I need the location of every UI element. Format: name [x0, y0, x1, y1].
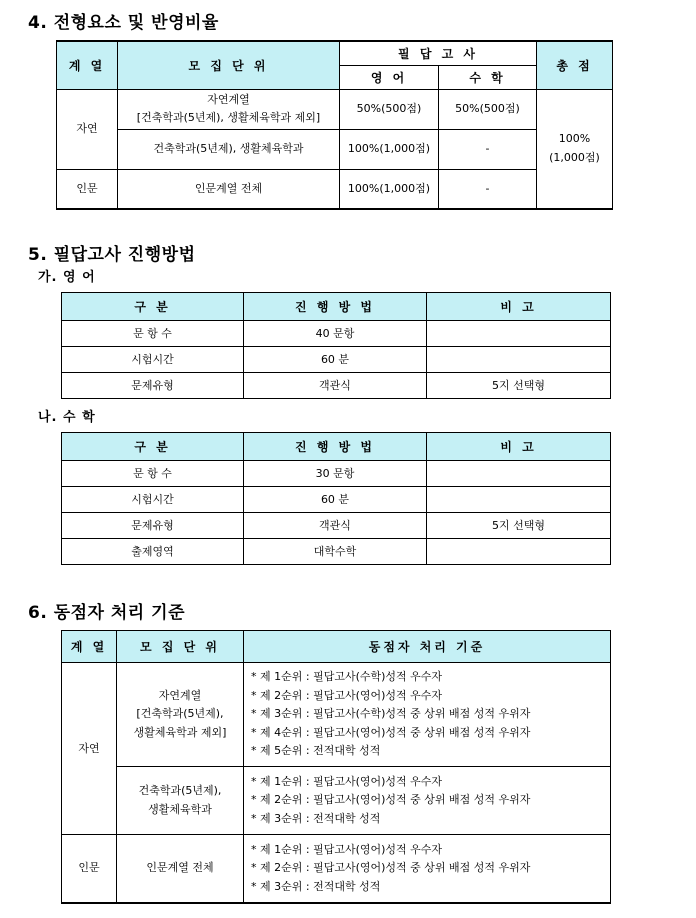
header-category: 구 분: [62, 433, 244, 461]
row-note: [427, 347, 611, 373]
total-cell: [537, 89, 613, 209]
row-note: [427, 539, 611, 565]
row-value: 객관식: [244, 513, 427, 539]
group-cell: 자연: [57, 89, 118, 169]
criteria-line: * 제 3순위 : 전적대학 성적: [251, 811, 381, 825]
row-note: 5지 선택형: [427, 373, 611, 399]
math-cell: -: [439, 169, 537, 209]
row-note: 5지 선택형: [427, 513, 611, 539]
header-total: 총 점: [537, 41, 613, 89]
criteria-line: * 제 1순위 : 필답고사(수학)성적 우수자: [251, 670, 443, 684]
criteria-line: * 제 5순위 : 전적대학 성적: [251, 744, 381, 758]
table-row: [62, 487, 611, 513]
unit-line: [건축학과(5년제), 생활체육학과 제외]: [136, 111, 321, 124]
unit-line: 생활체육학과: [148, 802, 212, 816]
row-label: 시험시간: [62, 487, 244, 513]
table-row: [62, 347, 611, 373]
english-method-table: [61, 292, 611, 399]
row-value: 60 분: [244, 487, 427, 513]
row-label: 출제영역: [62, 539, 244, 565]
criteria-line: * 제 4순위 : 필답고사(영어)성적 중 상위 배점 성적 우위자: [251, 725, 531, 739]
criteria-line: * 제 3순위 : 전적대학 성적: [251, 879, 381, 893]
unit-line: [건축학과(5년제),: [136, 707, 224, 721]
math-subtitle: 나. 수 학: [38, 410, 96, 425]
ratio-table: [56, 40, 613, 210]
header-english: 영 어: [340, 65, 439, 89]
unit-line: 자연계열: [207, 92, 250, 106]
table-row: [57, 89, 613, 129]
row-note: [427, 487, 611, 513]
group-cell: 인문: [57, 169, 118, 209]
total-line: 100%: [558, 132, 591, 146]
criteria-cell: [244, 835, 611, 903]
table-row: [62, 513, 611, 539]
row-label: 시험시간: [62, 347, 244, 373]
header-group: 계 열: [57, 41, 118, 89]
row-value: 대학수학: [244, 539, 427, 565]
header-unit: 모 집 단 위: [118, 41, 340, 89]
table-row: [57, 169, 613, 209]
header-unit: 모 집 단 위: [117, 631, 244, 663]
header-category: 구 분: [62, 293, 244, 321]
table-row: [62, 767, 611, 835]
row-note: [427, 321, 611, 347]
table-row: [62, 663, 611, 767]
table-row: [62, 321, 611, 347]
unit-cell: 건축학과(5년제), 생활체육학과: [118, 129, 340, 169]
criteria-line: * 제 2순위 : 필답고사(영어)성적 중 상위 배점 성적 우위자: [251, 793, 531, 807]
criteria-cell: [244, 663, 611, 767]
criteria-cell: [244, 767, 611, 835]
unit-cell: [118, 89, 340, 129]
row-label: 문제유형: [62, 373, 244, 399]
row-value: 객관식: [244, 373, 427, 399]
row-label: 문 항 수: [62, 461, 244, 487]
unit-line: 건축학과(5년제),: [138, 784, 222, 797]
tiebreak-table: [61, 630, 611, 904]
row-value: 40 문항: [244, 321, 427, 347]
section5-title: 5. 필답고사 진행방법: [28, 245, 196, 265]
row-label: 문 항 수: [62, 321, 244, 347]
unit-cell: 인문계열 전체: [117, 835, 244, 903]
english-cell: 100%(1,000점): [340, 169, 439, 209]
unit-cell: [117, 663, 244, 767]
criteria-line: * 제 3순위 : 필답고사(수학)성적 중 상위 배점 성적 우위자: [251, 707, 531, 721]
table-row: [62, 835, 611, 903]
group-cell: 자연: [62, 663, 117, 835]
unit-line: 생활체육학과 제외]: [133, 725, 227, 739]
header-method: 진 행 방 법: [244, 293, 427, 321]
english-cell: 100%(1,000점): [340, 129, 439, 169]
criteria-line: * 제 1순위 : 필답고사(영어)성적 우수자: [251, 774, 443, 788]
section6-title: 6. 동점자 처리 기준: [28, 603, 185, 623]
row-value: 60 분: [244, 347, 427, 373]
criteria-line: * 제 2순위 : 필답고사(영어)성적 중 상위 배점 성적 우위자: [251, 861, 531, 874]
table-row: [62, 539, 611, 565]
criteria-line: * 제 1순위 : 필답고사(영어)성적 우수자: [251, 842, 443, 856]
header-math: 수 학: [439, 65, 537, 89]
math-method-table: [61, 432, 611, 565]
criteria-line: * 제 2순위 : 필답고사(영어)성적 우수자: [251, 688, 443, 702]
header-exam: 필 답 고 사: [340, 41, 537, 65]
header-group: 계 열: [62, 631, 117, 663]
math-cell: 50%(500점): [439, 89, 537, 129]
total-line: (1,000점): [549, 150, 600, 164]
table-row: [57, 129, 613, 169]
header-criteria: 동점자 처리 기준: [244, 631, 611, 663]
table-row: [62, 373, 611, 399]
math-cell: -: [439, 129, 537, 169]
header-method: 진 행 방 법: [244, 433, 427, 461]
row-note: [427, 461, 611, 487]
group-cell: 인문: [62, 835, 117, 903]
english-cell: 50%(500점): [340, 89, 439, 129]
unit-cell: [117, 767, 244, 835]
section4-title: 4. 전형요소 및 반영비율: [28, 13, 219, 33]
row-value: 30 문항: [244, 461, 427, 487]
header-note: 비 고: [427, 433, 611, 461]
header-note: 비 고: [427, 293, 611, 321]
unit-line: 자연계열: [158, 688, 202, 702]
table-row: [62, 461, 611, 487]
unit-cell: 인문계열 전체: [118, 169, 340, 209]
row-label: 문제유형: [62, 513, 244, 539]
english-subtitle: 가. 영 어: [38, 270, 96, 285]
